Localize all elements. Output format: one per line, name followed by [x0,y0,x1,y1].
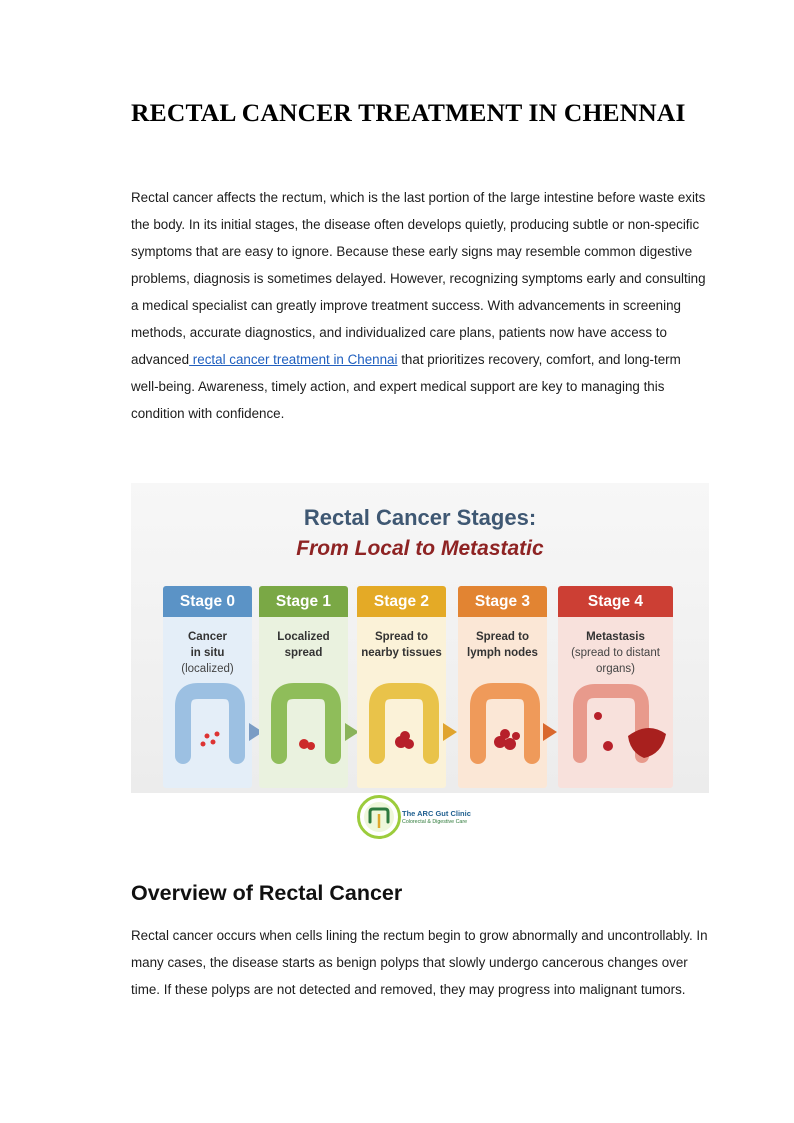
section-heading: Overview of Rectal Cancer [131,881,403,905]
stage-card-1 [259,586,348,788]
stage-card-0 [163,586,252,788]
stage-card-4 [558,586,673,788]
colon-illustration-icon [458,586,547,788]
stage-label: Stage 0 [163,586,252,617]
treatment-link[interactable]: rectal cancer treatment in Chennai [189,352,398,367]
stage-description: Spread to nearby tissues [361,631,442,659]
stage-arrow-icon [443,723,457,741]
clinic-logo-icon [357,795,401,839]
intro-text-after: that prioritizes recovery, comfort, and long-term well-being. Awareness, timely action, and expert medical support are key to managing this condition with confidence. [131,352,681,421]
colon-illustration-icon [357,586,446,788]
colon-illustration-icon [163,586,252,788]
colon-illustration-icon [259,586,348,788]
stage-label: Stage 3 [458,586,547,617]
page-title: RECTAL CANCER TREATMENT IN CHENNAI [131,98,686,127]
overview-paragraph: Rectal cancer occurs when cells lining the rectum begin to grow abnormally and uncontrollably. In many cases, the disease starts as benign polyps that slowly undergo cancerous changes over time. If these polyps are not detected and removed, they may progress into malignant tumors. [131,928,708,997]
stage-label: Stage 1 [259,586,348,617]
stage-card-3 [458,586,547,788]
stage-label: Stage 2 [357,586,446,617]
intro-text-before: Rectal cancer affects the rectum, which is the last portion of the large intestine before waste exits the body. In its initial stages, the disease often develops quietly, producing subtle or non-specific symptoms that are easy to ignore. Because these early signs may resemble common digestive problems, diagnosis is sometimes delayed. However, recognizing symptoms early and consulting a medical specialist can greatly improve treatment success. With advancements in screening methods, accurate diagnostics, and individualized care plans, patients now have access to advanced [131,190,706,367]
stage-description: Cancer in situ (localized) [181,631,234,675]
stages-infographic [131,483,709,793]
metastasis-illustration-icon [558,586,673,788]
stage-label: Stage 4 [558,586,673,617]
stage-description: Spread to lymph nodes [467,631,538,659]
stage-arrow-icon [543,723,557,741]
stage-description: Metastasis (spread to distant organs) [571,631,660,675]
stage-description: Localized spread [277,631,330,659]
infographic-title: Rectal Cancer Stages: [303,505,537,530]
clinic-name: The ARC Gut Clinic [402,809,471,818]
clinic-tagline: Colorectal & Digestive Care [402,819,468,825]
clinic-logo [357,793,487,841]
infographic-subtitle: From Local to Metastatic [296,537,544,560]
intro-paragraph [131,184,711,427]
stage-card-2 [357,586,446,788]
